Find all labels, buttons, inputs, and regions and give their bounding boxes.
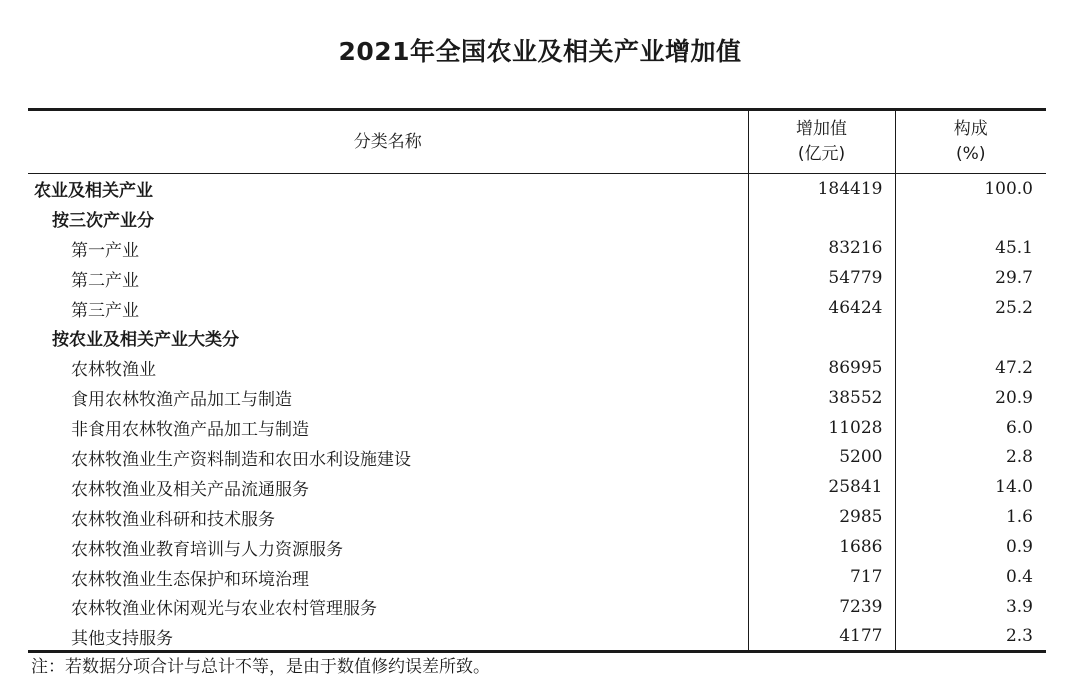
row-share: 0.9 bbox=[895, 532, 1046, 562]
table-row bbox=[28, 293, 1046, 323]
row-value: 184419 bbox=[748, 174, 895, 204]
table-row bbox=[28, 174, 1046, 204]
row-category-name: 食用农林牧渔产品加工与制造 bbox=[71, 390, 292, 411]
row-category-name: 按三次产业分 bbox=[52, 210, 154, 231]
header-share bbox=[895, 110, 1046, 174]
row-value: 46424 bbox=[748, 293, 895, 323]
row-value: 38552 bbox=[748, 383, 895, 413]
row-category-name: 农林牧渔业 bbox=[71, 360, 156, 381]
row-value: 54779 bbox=[748, 263, 895, 293]
row-share: 25.2 bbox=[895, 293, 1046, 323]
table-row bbox=[28, 502, 1046, 532]
row-share: 6.0 bbox=[895, 413, 1046, 443]
row-value: 5200 bbox=[748, 443, 895, 473]
row-value bbox=[748, 203, 895, 233]
table-body bbox=[28, 174, 1046, 652]
table-row bbox=[28, 562, 1046, 592]
table-row bbox=[28, 532, 1046, 562]
row-share bbox=[895, 323, 1046, 353]
row-category-name: 第一产业 bbox=[71, 240, 139, 261]
table-row bbox=[28, 353, 1046, 383]
row-share: 29.7 bbox=[895, 263, 1046, 293]
row-value: 2985 bbox=[748, 502, 895, 532]
header-category bbox=[28, 110, 748, 174]
row-value: 25841 bbox=[748, 472, 895, 502]
row-share: 0.4 bbox=[895, 562, 1046, 592]
row-value: 11028 bbox=[748, 413, 895, 443]
row-category-name: 农林牧渔业及相关产品流通服务 bbox=[71, 479, 309, 500]
row-value: 7239 bbox=[748, 592, 895, 622]
row-category-name: 农林牧渔业休闲观光与农业农村管理服务 bbox=[71, 599, 377, 620]
header-share-line1: 构成 bbox=[953, 119, 988, 139]
row-value: 4177 bbox=[748, 622, 895, 652]
row-category-name: 农林牧渔业教育培训与人力资源服务 bbox=[71, 539, 343, 560]
header-value-line1: 增加值 bbox=[796, 119, 847, 139]
row-category-name: 第二产业 bbox=[71, 270, 139, 291]
row-value: 717 bbox=[748, 562, 895, 592]
table-row bbox=[28, 383, 1046, 413]
row-category-name: 农林牧渔业生态保护和环境治理 bbox=[71, 569, 309, 590]
footnote: 注：若数据分项合计与总计不等，是由于数值修约误差所致。 bbox=[31, 657, 490, 677]
row-value: 1686 bbox=[748, 532, 895, 562]
row-category-name: 按农业及相关产业大类分 bbox=[52, 330, 239, 351]
row-category-name: 其他支持服务 bbox=[28, 622, 748, 652]
row-value: 83216 bbox=[748, 233, 895, 263]
row-share: 100.0 bbox=[895, 174, 1046, 204]
row-category-name: 农业及相关产业 bbox=[34, 181, 153, 202]
row-share: 2.3 bbox=[895, 622, 1046, 652]
header-value-line2: (亿元) bbox=[797, 144, 846, 164]
row-value bbox=[748, 323, 895, 353]
row-category-name: 非食用农林牧渔产品加工与制造 bbox=[71, 420, 309, 441]
row-share: 14.0 bbox=[895, 472, 1046, 502]
table-row bbox=[28, 592, 1046, 622]
table-row bbox=[28, 622, 1046, 652]
table-row bbox=[28, 472, 1046, 502]
row-share: 47.2 bbox=[895, 353, 1046, 383]
table-row bbox=[28, 323, 1046, 353]
page-title: 2021年全国农业及相关产业增加值 bbox=[338, 37, 742, 66]
table-row bbox=[28, 263, 1046, 293]
table-row bbox=[28, 413, 1046, 443]
table-row bbox=[28, 203, 1046, 233]
row-share bbox=[895, 203, 1046, 233]
row-category-name: 农林牧渔业科研和技术服务 bbox=[71, 509, 275, 530]
data-table bbox=[28, 108, 1046, 653]
header-category-label: 分类名称 bbox=[353, 131, 422, 152]
row-share: 45.1 bbox=[895, 233, 1046, 263]
row-share: 2.8 bbox=[895, 443, 1046, 473]
row-share: 1.6 bbox=[895, 502, 1046, 532]
header-share-line2: (%) bbox=[956, 144, 986, 164]
row-category-name: 农林牧渔业生产资料制造和农田水利设施建设 bbox=[71, 449, 411, 470]
table-row bbox=[28, 233, 1046, 263]
header-value bbox=[748, 110, 895, 174]
row-category-name: 第三产业 bbox=[71, 300, 139, 321]
table-header bbox=[28, 110, 1046, 174]
row-share: 3.9 bbox=[895, 592, 1046, 622]
table-row bbox=[28, 443, 1046, 473]
row-value: 86995 bbox=[748, 353, 895, 383]
header-row bbox=[28, 110, 1046, 174]
row-share: 20.9 bbox=[895, 383, 1046, 413]
